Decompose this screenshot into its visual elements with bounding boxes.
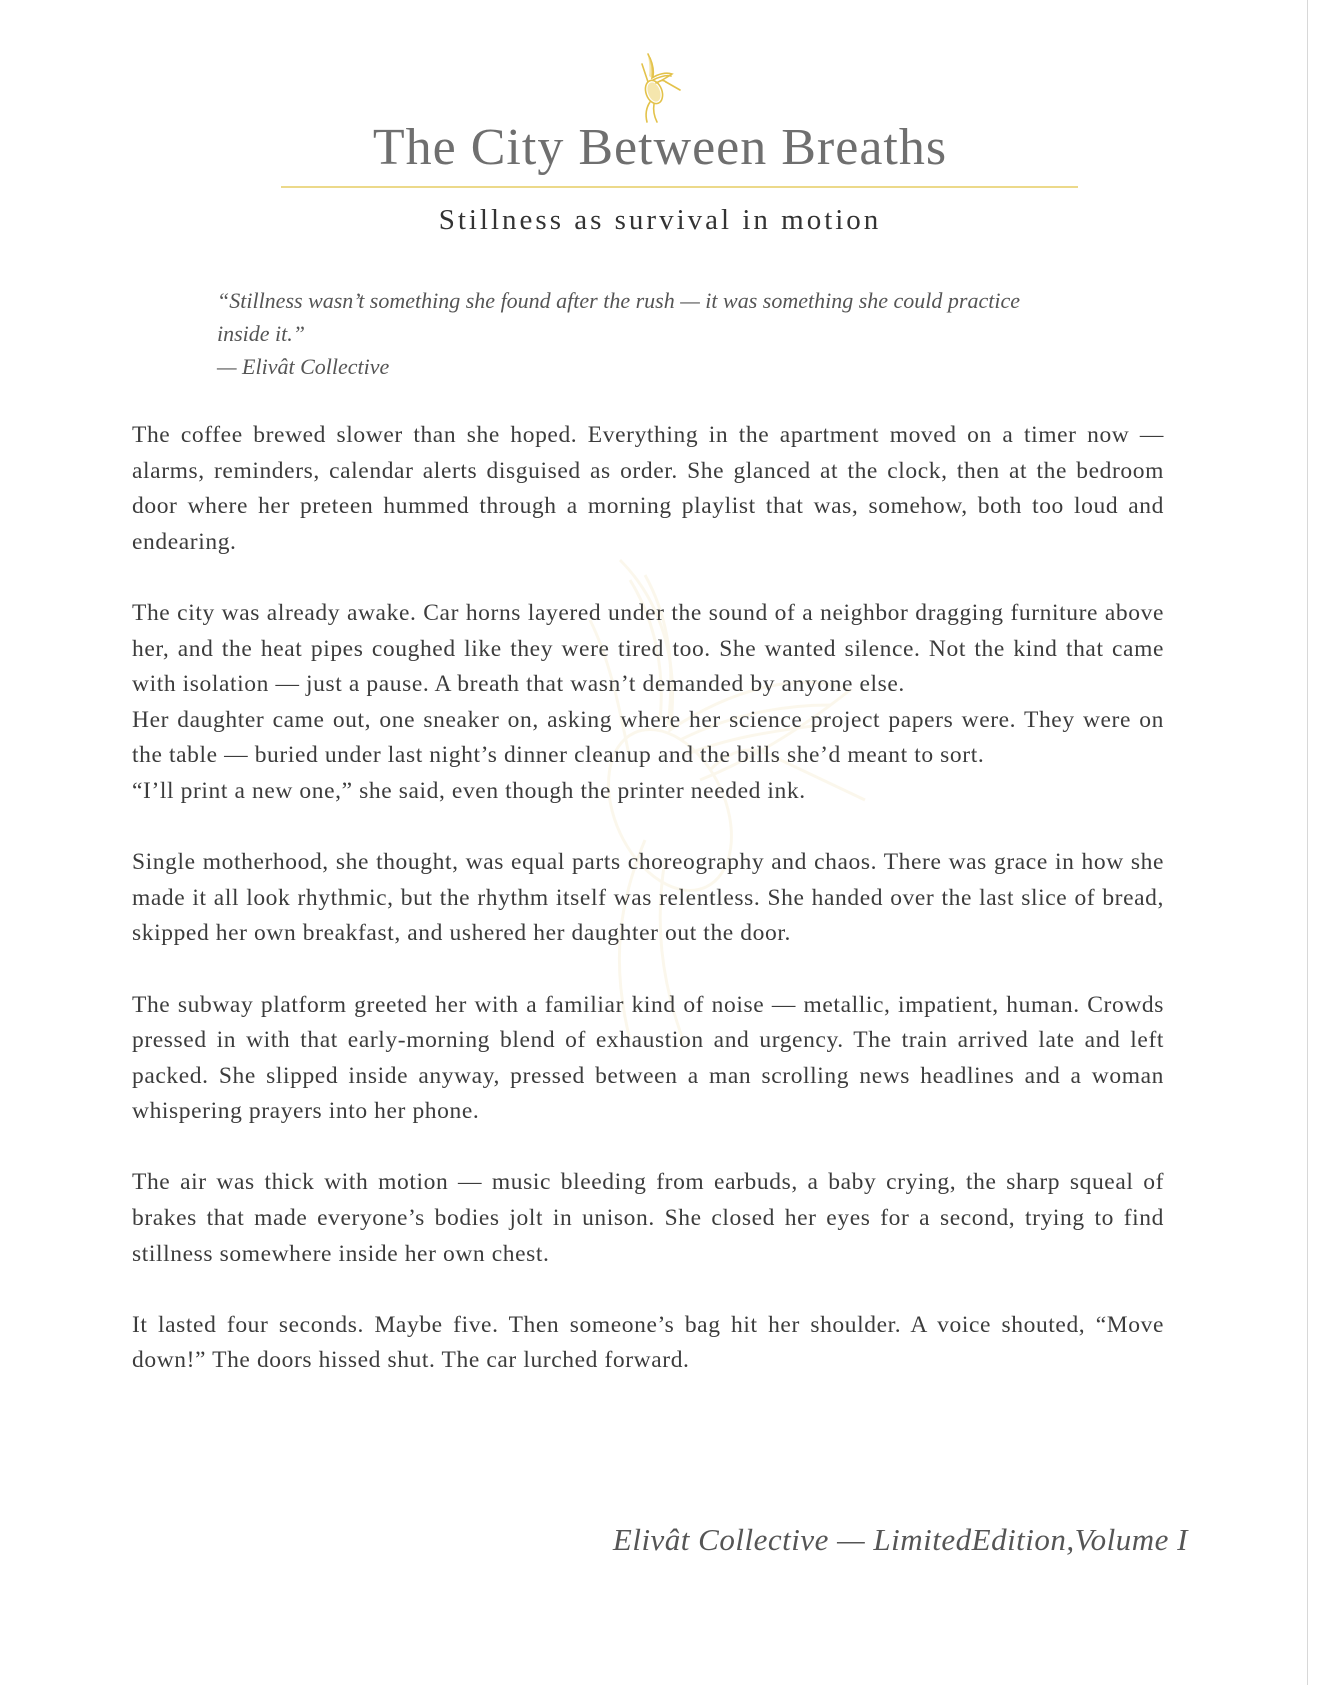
title-underline [281,186,1078,188]
page-subtitle: Stillness as survival in motion [438,204,882,236]
hummingbird-icon [628,50,686,124]
page-title: The City Between Breaths [372,119,948,176]
paragraph: The subway platform greeted her with a familiar kind of noise — metallic, impatient, human. Crowds pressed in with that early-morning blend of exhaustion and urgency. The train arrived late and left packed. She slipped inside anyway, pressed between a man scrolling news headlines and a woman whispering prayers into her phone. [132,991,1164,1125]
paragraph: The air was thick with motion — music bleeding from earbuds, a baby crying, the sharp squeal of brakes that made everyone’s bodies jolt in unison. She closed her eyes for a second, trying to find stillness somewhere inside her own chest. [132,1169,1164,1267]
footer-edition-note: Elivât Collective — LimitedEdition,Volume I [612,1522,1188,1557]
paragraph: The city was already awake. Car horns layered under the sound of a neighbor dragging furniture above her, and the heat pipes coughed like they were tired too. She wanted silence. Not the kind that came with isolation — just a pause. A breath that wasn’t demanded by anyone else. [132,599,1164,698]
paragraph: “I’ll print a new one,” she said, even though the printer needed ink. [132,777,806,804]
epigraph [217,284,1077,383]
paragraph: It lasted four seconds. Maybe five. Then someone’s bag hit her shoulder. A voice shouted, “Move down!” The doors hissed shut. The car lurched forward. [132,1311,1164,1374]
paragraph: The coffee brewed slower than she hoped. Everything in the apartment moved on a timer now — alarms, reminders, calendar alerts disguised as order. She glanced at the clock, then at the bedroom door where her preteen hummed through a morning playlist that was, somehow, both too loud and endearing. [132,422,1164,555]
paragraph: Single motherhood, she thought, was equal parts choreography and chaos. There was grace in how she made it all look rhythmic, but the rhythm itself was relentless. She handed over the last slice of bread, skipped her own breakfast, and ushered her daughter out the door. [132,849,1164,947]
story-body [132,418,1164,1415]
epigraph-quote: “Stillness wasn’t something she found after the rush — it was something she could practice inside it.” [217,288,1020,346]
paragraph: Her daughter came out, one sneaker on, asking where her science project papers were. They were on the table — buried under last night’s dinner cleanup and the bills she’d meant to sort. [132,706,1164,769]
epigraph-attribution: — Elivât Collective [217,354,390,379]
page-edge-divider [1307,0,1308,1685]
